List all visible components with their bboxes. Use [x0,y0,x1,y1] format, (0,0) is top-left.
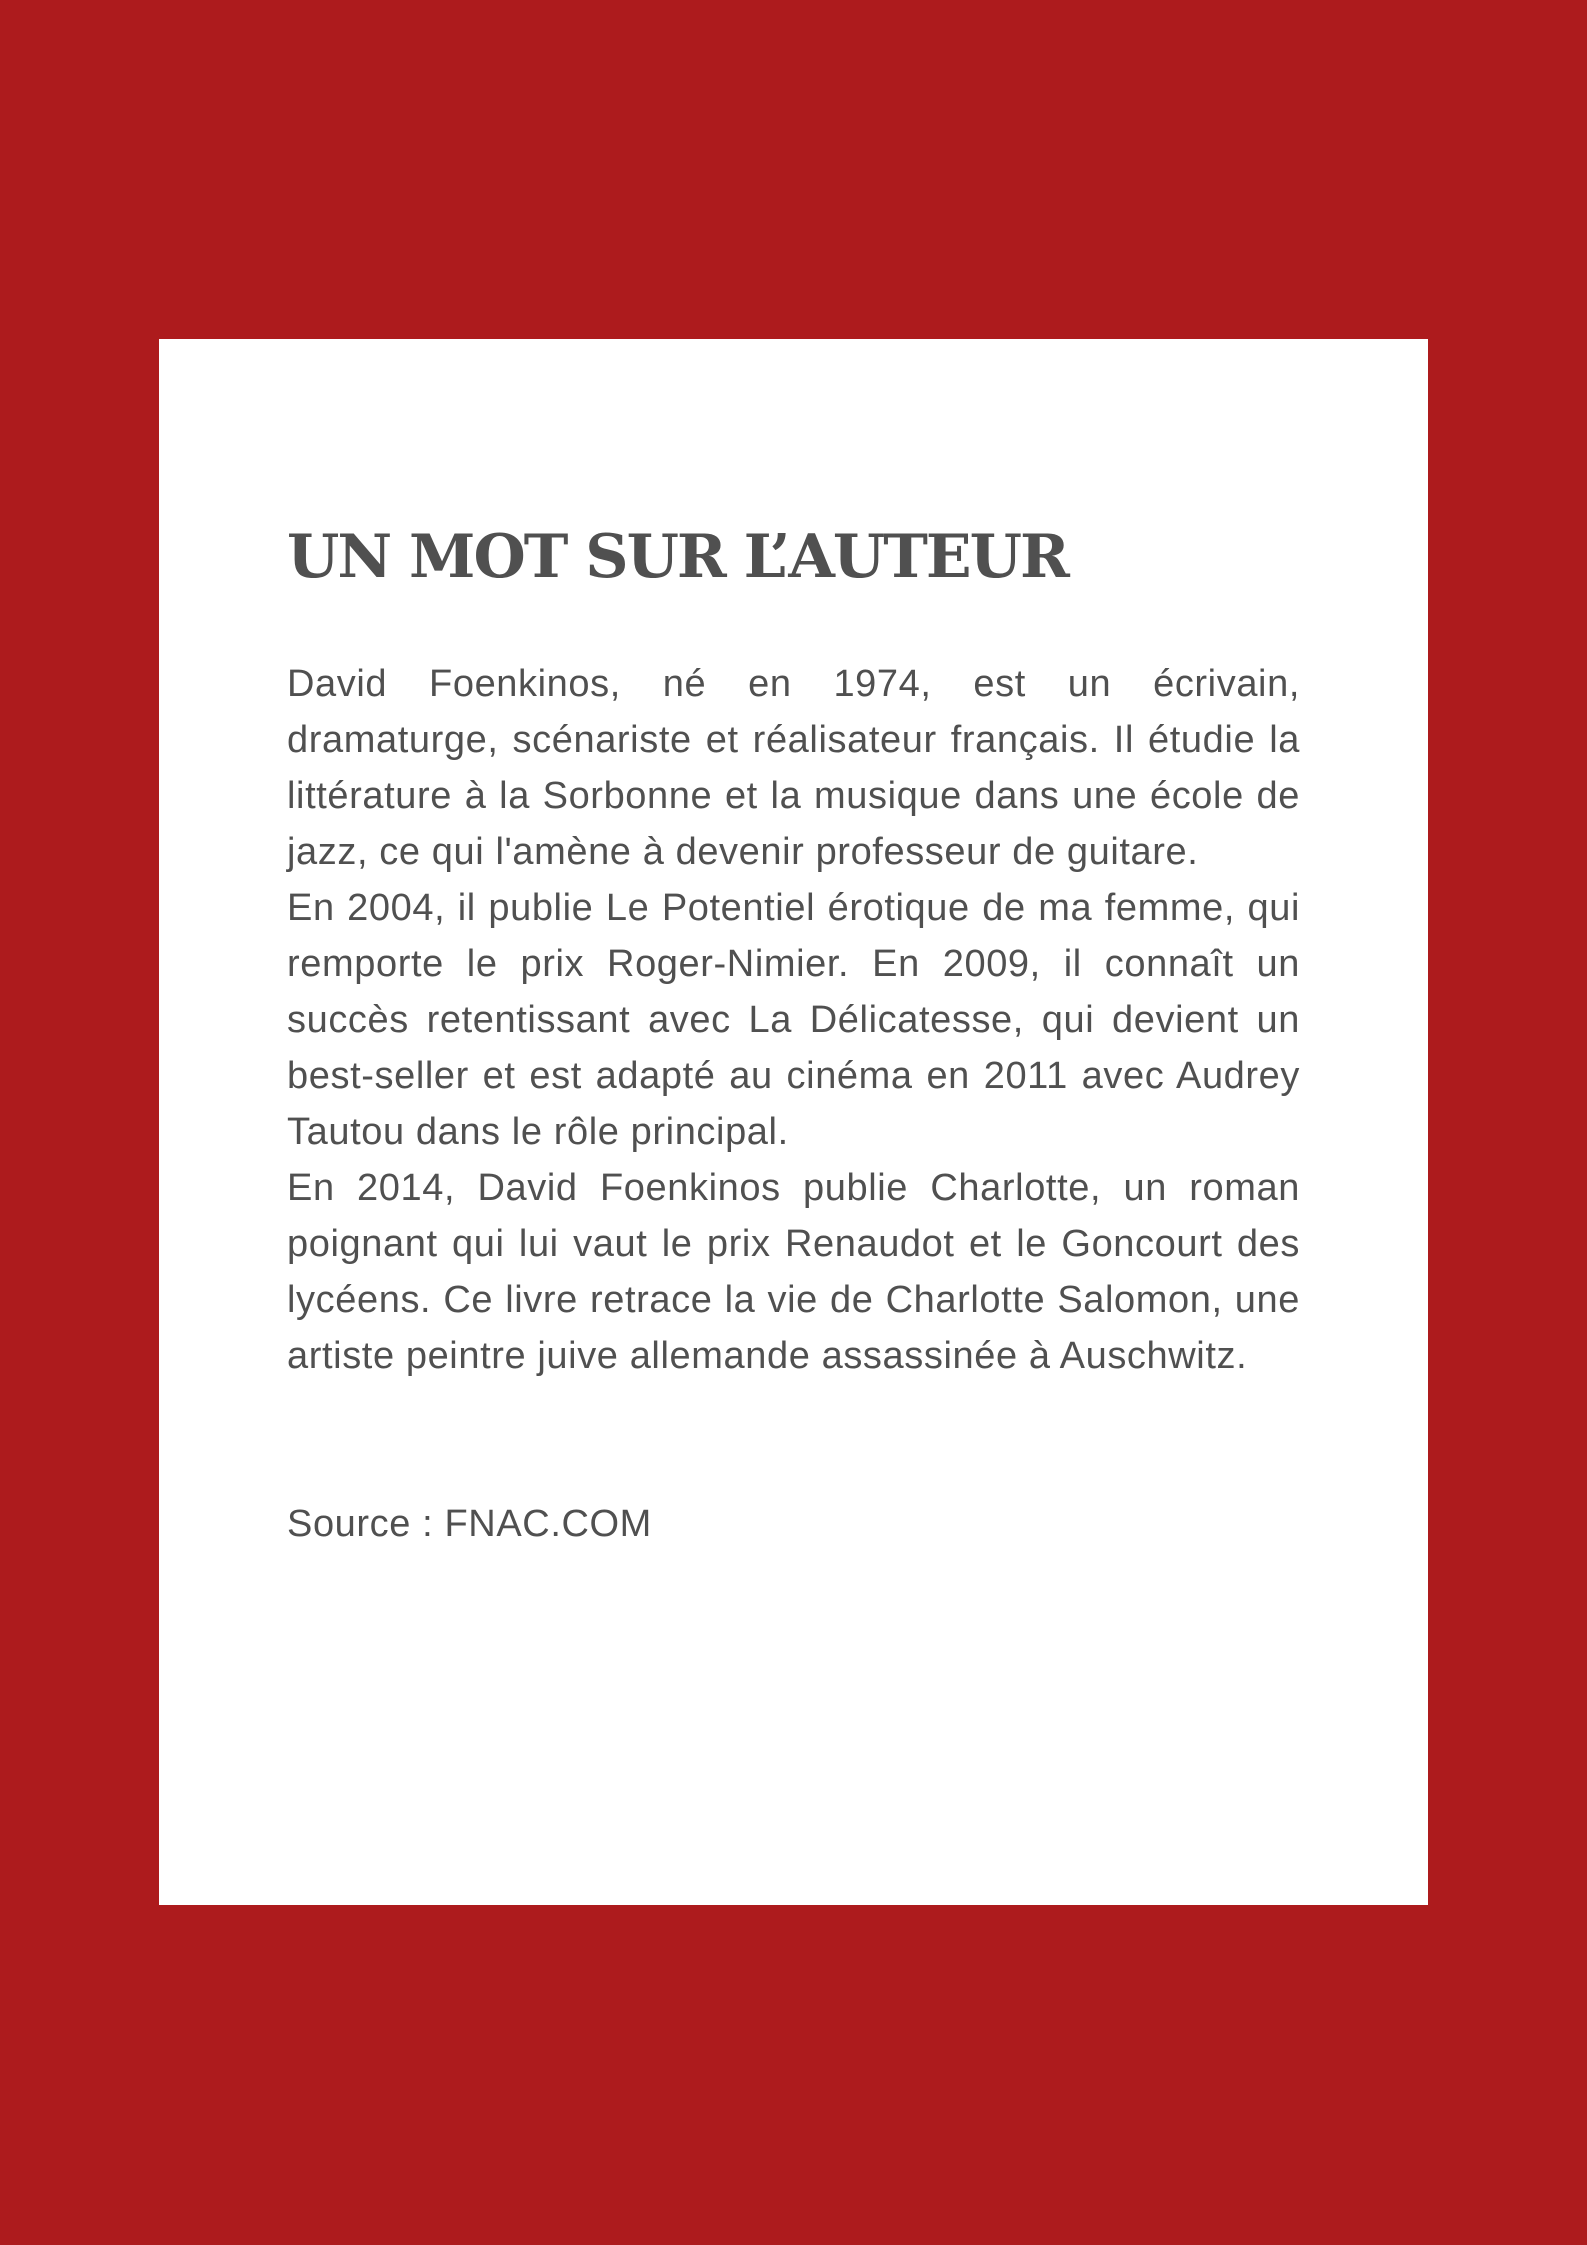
page-title: UN MOT SUR L’AUTEUR [287,522,1068,592]
source-credit: Source : FNAC.COM [287,1503,652,1545]
paragraph: En 2014, David Foenkinos publie Charlotte, un roman poignant qui lui vaut le prix Renaudot et le Goncourt des lycéens. Ce livre retrace la vie de Charlotte Salomon, une artiste peintre juive allemande assassinée à Auschwitz. [287,1167,1300,1377]
content-card [159,339,1428,1905]
paragraph: En 2004, il publie Le Potentiel érotique de ma femme, qui remporte le prix Roger-Nimier. En 2009, il connaît un succès retentissant avec La Délicatesse, qui devient un best-seller et est adapté au cinéma en 2011 avec Audrey Tautou dans le rôle principal. [287,887,1300,1153]
author-biography [287,656,1300,1384]
paragraph: David Foenkinos, né en 1974, est un écrivain, dramaturge, scénariste et réalisateur français. Il étudie la littérature à la Sorbonne et la musique dans une école de jazz, ce qui l'amène à devenir professeur de guitare. [287,663,1300,873]
